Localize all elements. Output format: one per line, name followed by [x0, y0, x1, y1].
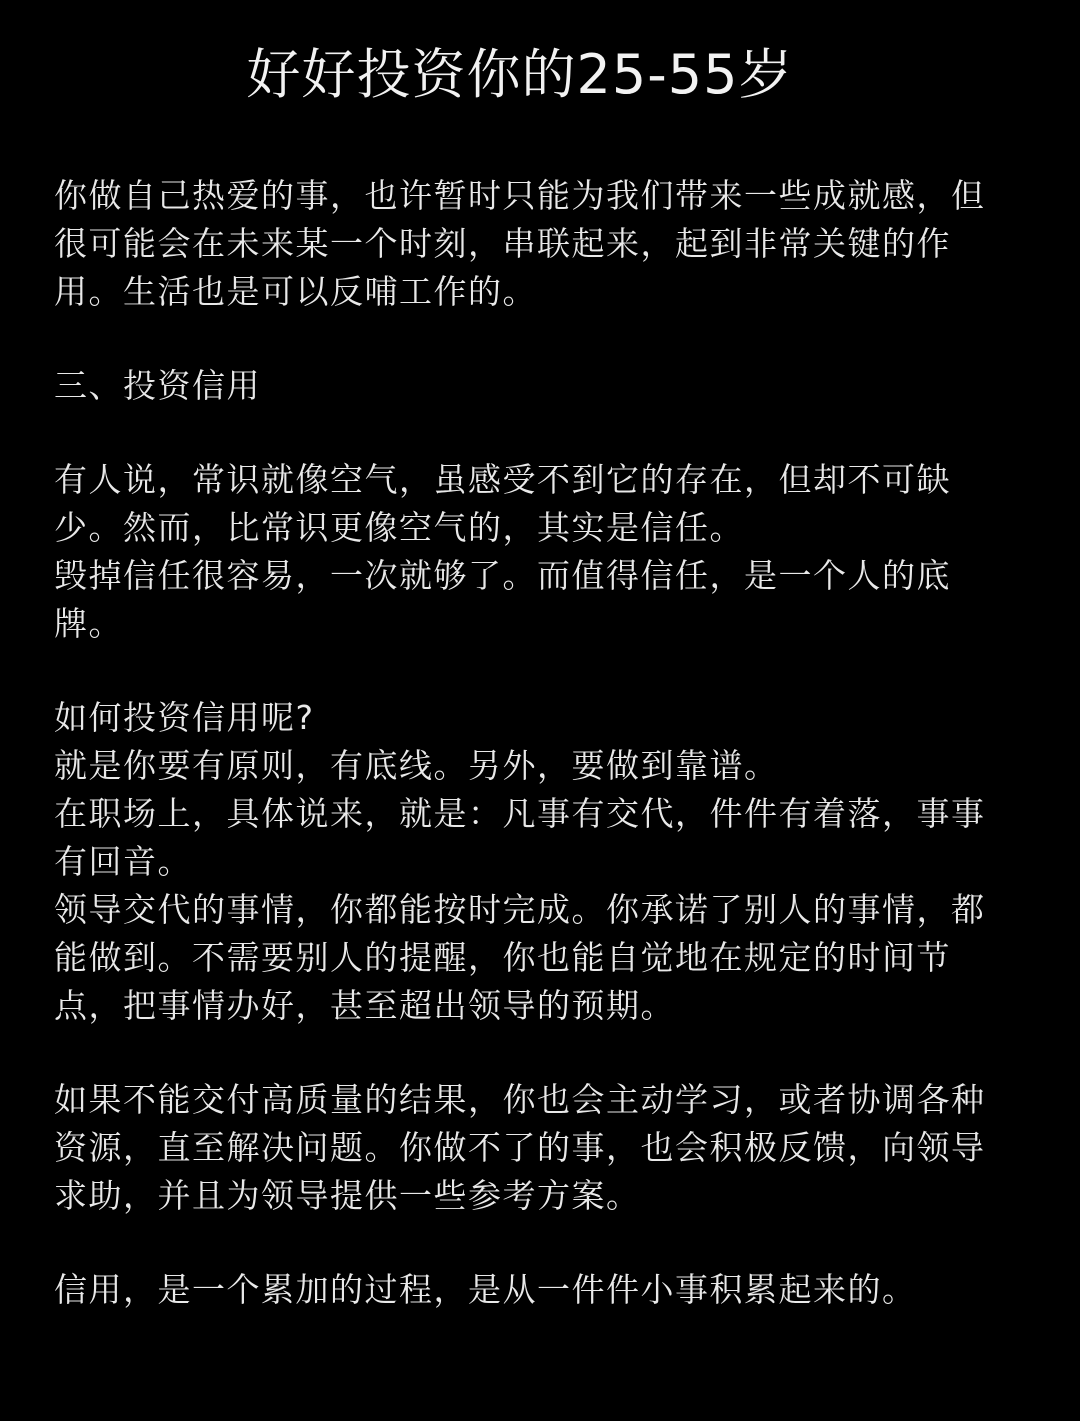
- paragraph-6: [54, 1266, 1039, 1314]
- text-line: 能做到。不需要别人的提醒，你也能自觉地在规定的时间节: [54, 938, 951, 977]
- text-line: 用。生活也是可以反哺工作的。: [54, 272, 537, 311]
- text-line: 你做自己热爱的事，也许暂时只能为我们带来一些成就感，但: [54, 176, 986, 215]
- text-line: 牌。: [54, 604, 123, 643]
- text-line: 有人说，常识就像空气，虽感受不到它的存在，但却不可缺: [54, 460, 951, 499]
- section-heading: [54, 362, 1039, 410]
- paragraph-1: [54, 172, 1039, 316]
- text-line: 如果不能交付高质量的结果，你也会主动学习，或者协调各种: [54, 1080, 986, 1119]
- article-body: [54, 172, 1039, 1360]
- text-line: 信用，是一个累加的过程，是从一件件小事积累起来的。: [54, 1270, 917, 1309]
- text-line: 如何投资信用呢?: [54, 698, 315, 737]
- paragraph-5: [54, 1076, 1039, 1220]
- paragraph-4: [54, 694, 1039, 1030]
- text-line: 有回音。: [54, 842, 192, 881]
- text-line: 资源，直至解决问题。你做不了的事，也会积极反馈，向领导: [54, 1128, 986, 1167]
- text-line: 求助，并且为领导提供一些参考方案。: [54, 1176, 641, 1215]
- page-title: 好好投资你的25-55岁: [246, 43, 794, 106]
- text-line: 三、投资信用: [54, 366, 261, 405]
- paragraph-3: [54, 456, 1039, 648]
- text-line: 很可能会在未来某一个时刻，串联起来，起到非常关键的作: [54, 224, 951, 263]
- text-line: 领导交代的事情，你都能按时完成。你承诺了别人的事情，都: [54, 890, 986, 929]
- text-line: 少。然而，比常识更像空气的，其实是信任。: [54, 508, 744, 547]
- text-line: 点，把事情办好，甚至超出领导的预期。: [54, 986, 675, 1025]
- text-line: 就是你要有原则，有底线。另外，要做到靠谱。: [54, 746, 779, 785]
- text-line: 毁掉信任很容易，一次就够了。而值得信任，是一个人的底: [54, 556, 951, 595]
- text-line: 在职场上，具体说来，就是：凡事有交代，件件有着落，事事: [54, 794, 986, 833]
